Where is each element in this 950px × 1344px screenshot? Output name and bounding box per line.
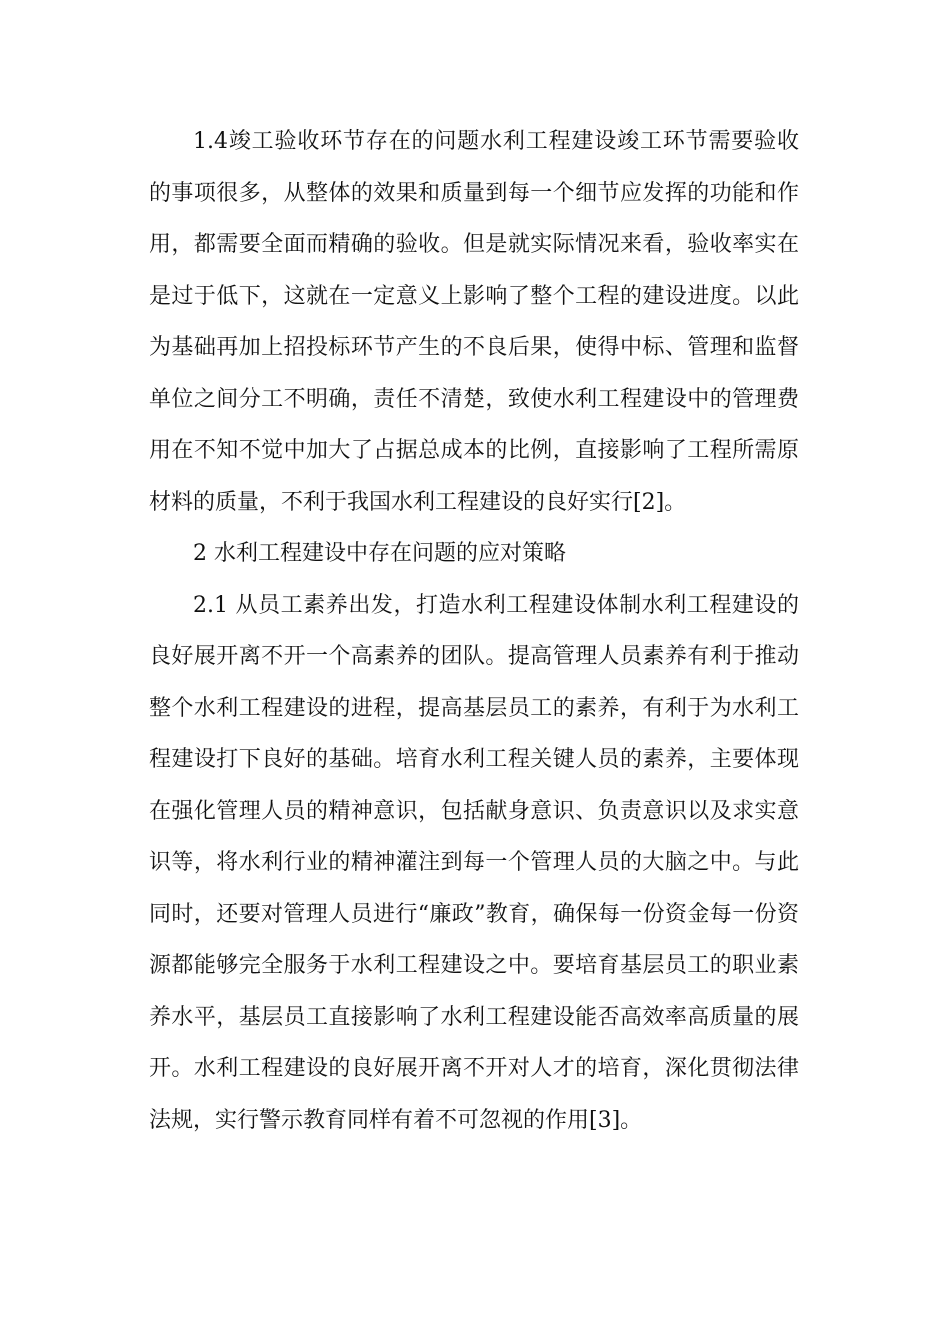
paragraph-line: 良好展开离不开一个高素养的团队。提高管理人员素养有利于推动 [149, 644, 799, 669]
paragraph-line: 养水平，基层员工直接影响了水利工程建设能否高效率高质量的展 [149, 1004, 799, 1030]
section-heading: 2 水利工程建设中存在问题的应对策略 [193, 541, 566, 566]
paragraph-line: 同时，还要对管理人员进行“廉政”教育，确保每一份资金每一份资 [149, 901, 799, 927]
paragraph-line: 开。水利工程建设的良好展开离不开对人才的培育，深化贯彻法律 [149, 1056, 799, 1081]
paragraph-line: 整个水利工程建设的进程，提高基层员工的素养，有利于为水利工 [149, 695, 799, 721]
section-heading-strategies [149, 528, 799, 580]
paragraph-line: 法规，实行警示教育同样有着不可忽视的作用[3]。 [149, 1107, 643, 1133]
paragraph-line: 源都能够完全服务于水利工程建设之中。要培育基层员工的职业素 [149, 953, 799, 978]
paragraph-line: 识等，将水利行业的精神灌注到每一个管理人员的大脑之中。与此 [149, 850, 799, 875]
paragraph-line: 为基础再加上招投标环节产生的不良后果，使得中标、管理和监督 [149, 335, 799, 360]
paragraph-line: 用，都需要全面而精确的验收。但是就实际情况来看，验收率实在 [149, 232, 799, 257]
paragraph-line: 材料的质量，不利于我国水利工程建设的良好实行[2]。 [149, 489, 687, 515]
paragraph-staff-quality [149, 580, 799, 1147]
paragraph-line: 单位之间分工不明确，责任不清楚，致使水利工程建设中的管理费 [149, 386, 799, 412]
paragraph-line: 2.1 从员工素养出发，打造水利工程建设体制水利工程建设的 [193, 592, 799, 618]
paragraph-line: 的事项很多，从整体的效果和质量到每一个细节应发挥的功能和作 [149, 180, 799, 206]
paragraph-line: 在强化管理人员的精神意识，包括献身意识、负责意识以及求实意 [149, 798, 799, 824]
paragraph-line: 用在不知不觉中加大了占据总成本的比例，直接影响了工程所需原 [149, 438, 799, 463]
paragraph-completion-acceptance [149, 116, 799, 528]
paragraph-line: 程建设打下良好的基础。培育水利工程关键人员的素养，主要体现 [149, 747, 799, 772]
document-body [149, 116, 799, 1146]
paragraph-line: 1.4竣工验收环节存在的问题水利工程建设竣工环节需要验收 [193, 129, 799, 154]
paragraph-line: 是过于低下，这就在一定意义上影响了整个工程的建设进度。以此 [149, 283, 799, 309]
